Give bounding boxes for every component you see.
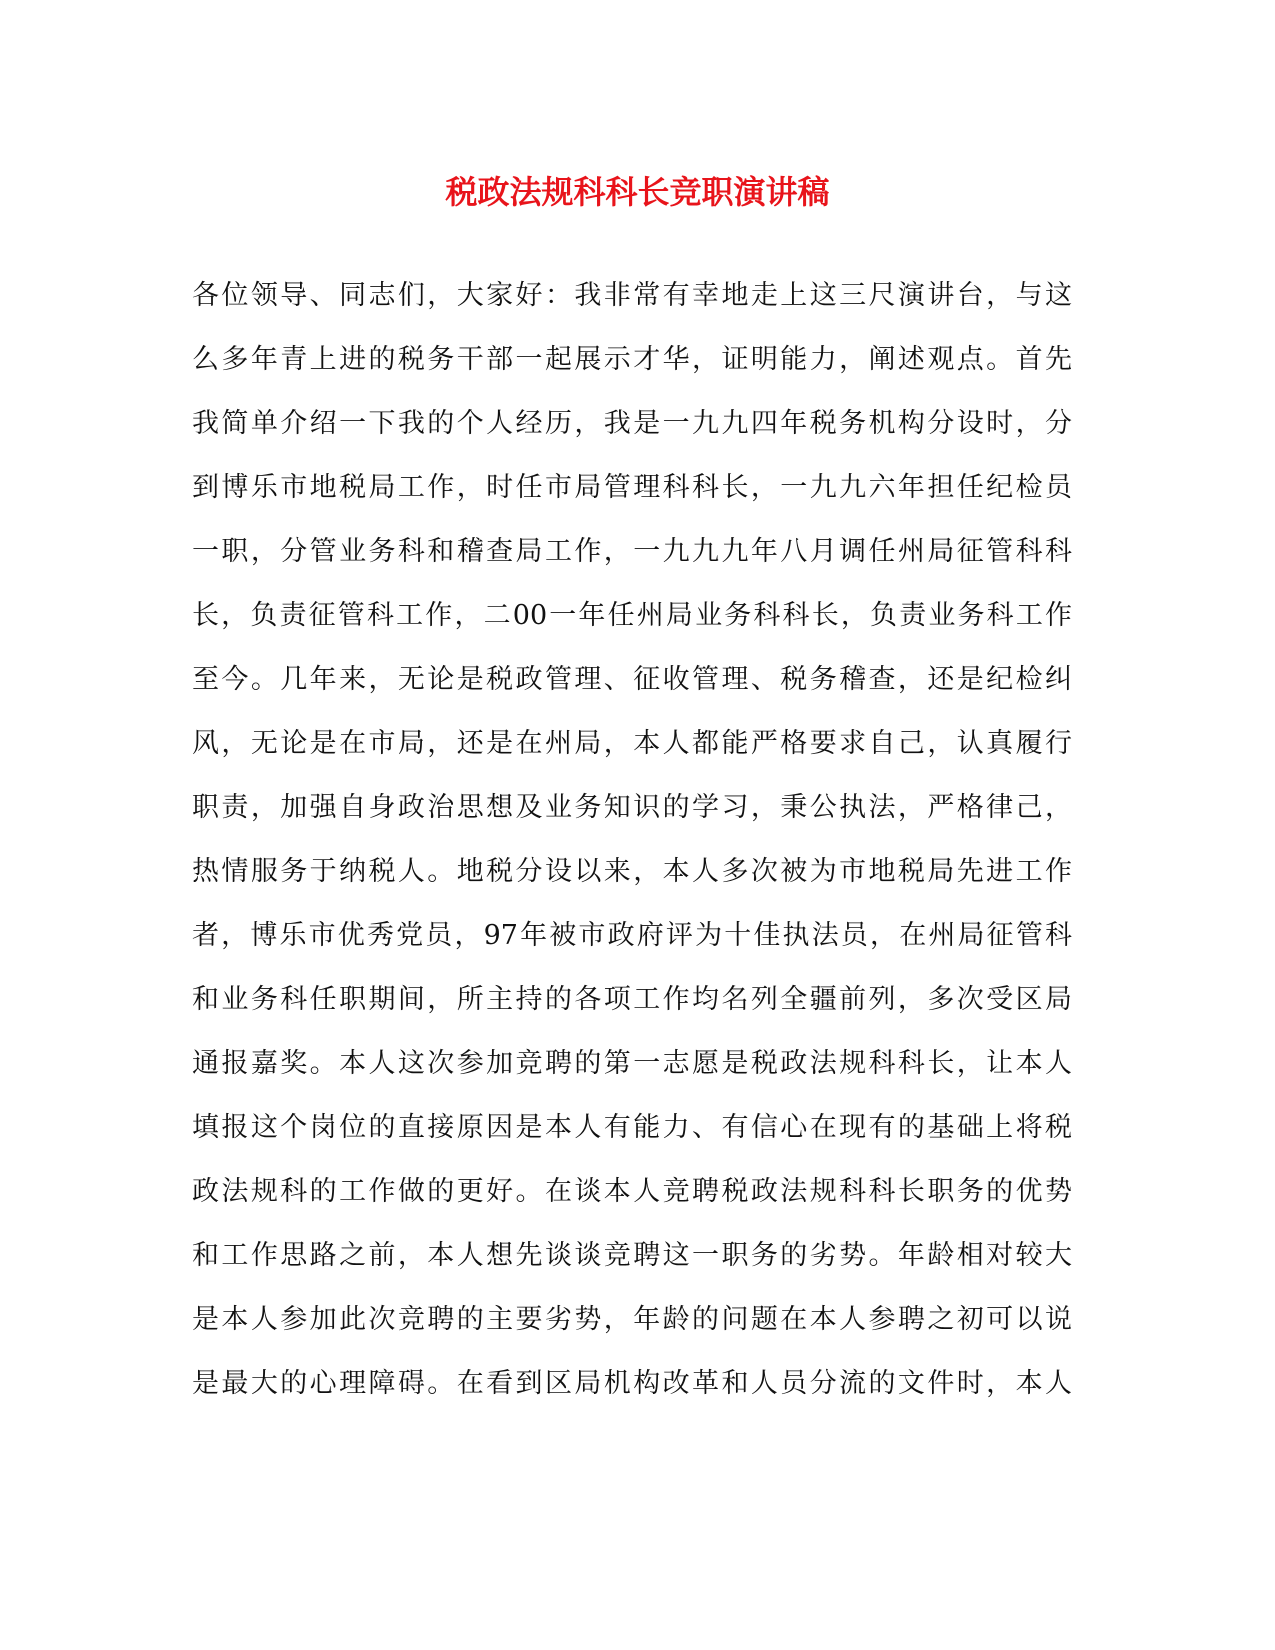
body-text-line: 风，无论是在市局，还是在州局，本人都能严格要求自己，认真履行 [192,728,1072,759]
document-title: 税政法规科科长竞职演讲稿 [445,173,830,211]
body-text-line: 么多年青上进的税务干部一起展示才华，证明能力，阐述观点。首先 [192,344,1072,375]
body-text-line: 到博乐市地税局工作，时任市局管理科科长，一九九六年担任纪检员 [192,472,1072,503]
body-text-line: 至今。几年来，无论是税政管理、征收管理、税务稽查，还是纪检纠 [192,664,1072,695]
body-text-line: 填报这个岗位的直接原因是本人有能力、有信心在现有的基础上将税 [192,1112,1072,1143]
body-text-line: 职责，加强自身政治思想及业务知识的学习，秉公执法，严格律己， [192,792,1072,823]
body-text-line: 是最大的心理障碍。在看到区局机构改革和人员分流的文件时，本人 [192,1368,1072,1399]
body-text-line: 热情服务于纳税人。地税分设以来，本人多次被为市地税局先进工作 [192,856,1072,887]
body-text-line: 通报嘉奖。本人这次参加竞聘的第一志愿是税政法规科科长，让本人 [192,1048,1072,1079]
body-text-line: 一职，分管业务科和稽查局工作，一九九九年八月调任州局征管科科 [192,536,1072,567]
body-text-line: 和业务科任职期间，所主持的各项工作均名列全疆前列，多次受区局 [192,984,1072,1015]
body-text-line: 者，博乐市优秀党员，97年被市政府评为十佳执法员，在州局征管科 [192,920,1072,951]
body-text-line: 长，负责征管科工作，二00一年任州局业务科科长，负责业务科工作 [192,600,1072,631]
body-text-line: 是本人参加此次竞聘的主要劣势，年龄的问题在本人参聘之初可以说 [192,1304,1072,1335]
document-body [192,264,1072,1416]
body-text-line: 和工作思路之前，本人想先谈谈竞聘这一职务的劣势。年龄相对较大 [192,1240,1072,1271]
body-text-line: 我简单介绍一下我的个人经历，我是一九九四年税务机构分设时，分 [192,408,1072,439]
body-text-line: 各位领导、同志们，大家好：我非常有幸地走上这三尺演讲台，与这 [192,280,1072,311]
body-text-line: 政法规科的工作做的更好。在谈本人竞聘税政法规科科长职务的优势 [192,1176,1072,1207]
